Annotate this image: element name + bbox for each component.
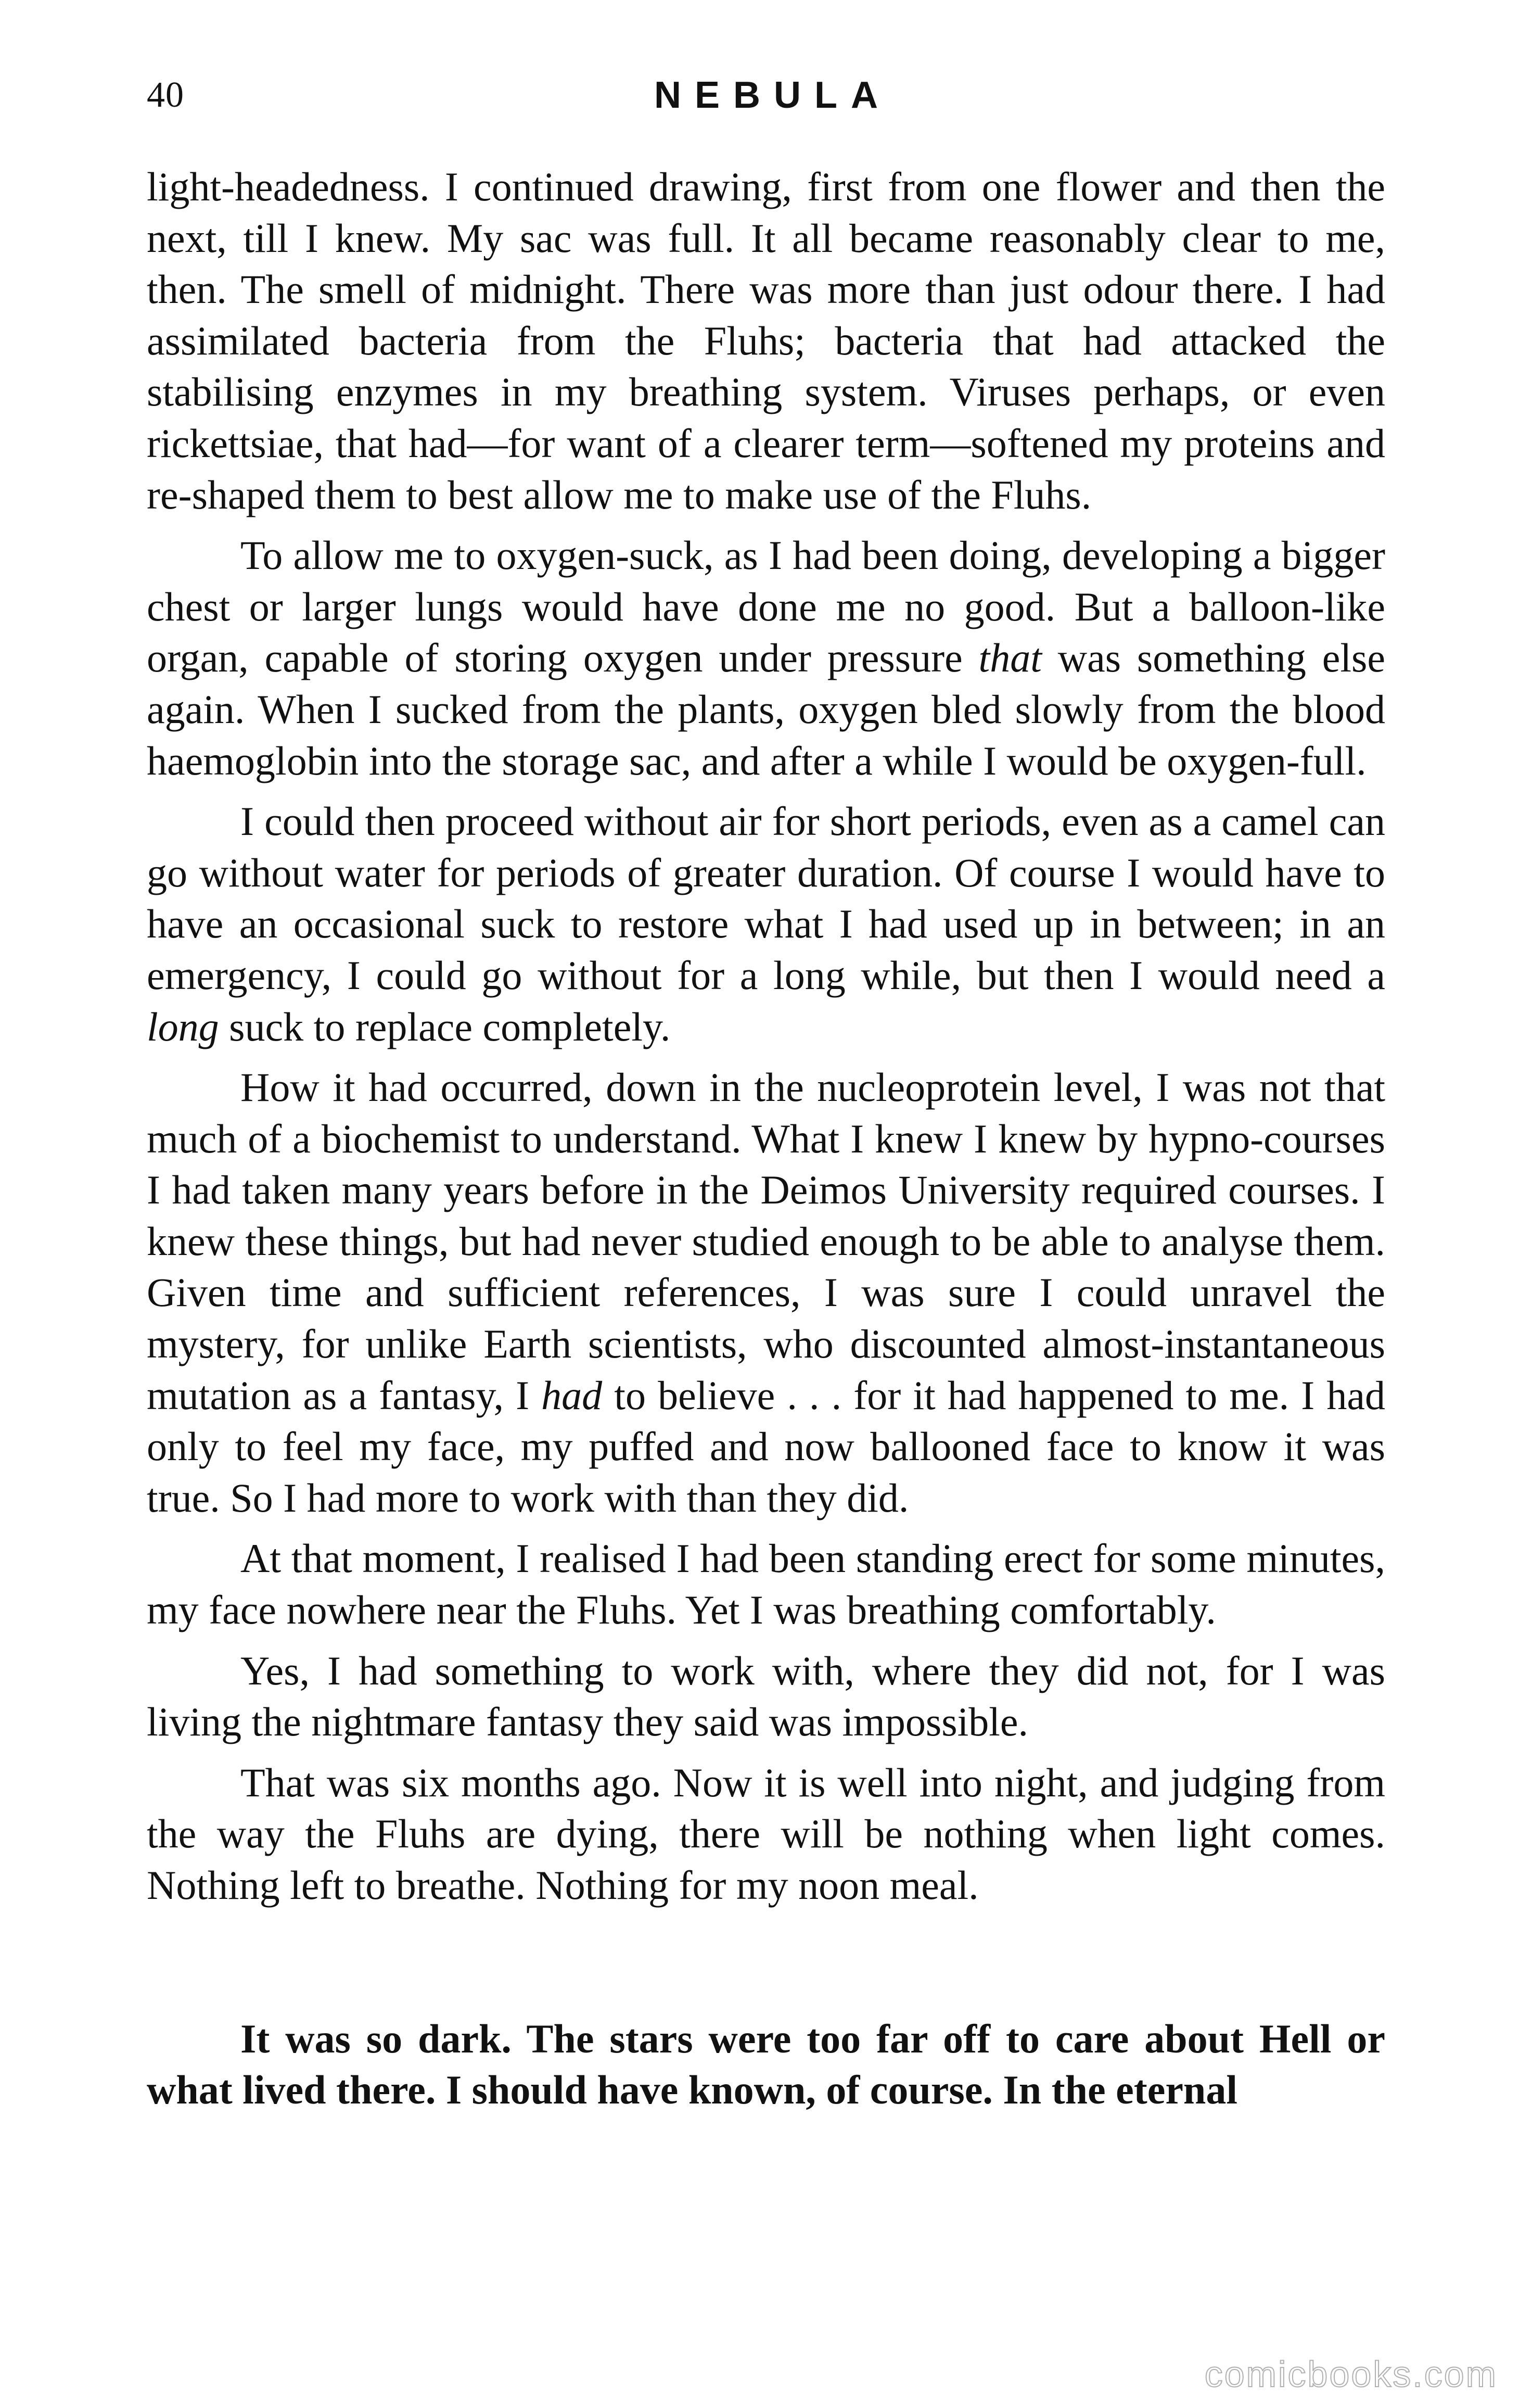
text-run: That was six months ago. Now it is well into night, and judging from the way the Fluhs are dying, there will be nothing when light comes. Nothing left to breathe. Nothing for my noon meal. (147, 1759, 1385, 1908)
italic-text: that (978, 635, 1042, 681)
running-head (147, 67, 1385, 124)
text-run: I could then proceed without air for short periods, even as a camel can go without water for periods of greater duration. Of course I would have to have an occasional suck to restore what I had used up in between; in an emergency, I could go without for a long while, but then I would need a (147, 799, 1385, 998)
watermark: comicbooks.com (1204, 2354, 1498, 2394)
body-text (147, 161, 1385, 2116)
text-run: Yes, I had something to work with, where they did not, for I was living the nightmare fantasy they said was impossible. (147, 1647, 1385, 1745)
text-run: How it had occurred, down in the nucleoprotein level, I was not that much of a biochemist to understand. What I knew I knew by hypno-courses I had taken many years before in the Deimos University required courses. I knew these things, but had never studied enough to be able to analyse them. Given time and sufficient references, I was sure I could unravel the mystery, for unlike Earth scientists, who discounted almost-instantaneous mutation as a fantasy, I (147, 1064, 1385, 1418)
paragraph-p4 (147, 1062, 1385, 1524)
page-number: 40 (147, 75, 184, 115)
paragraph-p8 (147, 2013, 1385, 2116)
text-run: was something else again. When I sucked from the plants, oxygen bled slowly from the blood haemoglobin into the storage sac, and after a while I would be oxygen-full. (147, 635, 1385, 783)
paragraph-p1 (147, 161, 1385, 521)
journal-title: NEBULA (654, 74, 891, 116)
text-run: At that moment, I realised I had been standing erect for some minutes, my face nowhere near the Fluhs. Yet I was breathing comfortably. (147, 1536, 1385, 1633)
italic-text: had (541, 1372, 603, 1418)
paragraph-p5 (147, 1533, 1385, 1636)
italic-text: long (147, 1004, 219, 1049)
paragraph-p3 (147, 796, 1385, 1053)
paragraph-p2 (147, 530, 1385, 787)
text-run: suck to replace completely. (219, 1004, 671, 1049)
paragraph-p6 (147, 1645, 1385, 1748)
text-run: To allow me to oxygen-suck, as I had been doing, developing a bigger chest or larger lungs would have done me no good. But a balloon-like organ, capable of storing oxygen under pressure (147, 533, 1385, 681)
text-run: It was so dark. The stars were too far off to care about Hell or what lived there. I should have known, of course. In the eternal (147, 2016, 1385, 2113)
text-run: to believe . . . for it had happened to me. I had only to feel my face, my puffed and now ballooned face to know it was true. So I had more to work with than they did. (147, 1372, 1385, 1520)
paragraph-p7 (147, 1757, 1385, 1911)
text-run: light-headedness. I continued drawing, first from one flower and then the next, till I knew. My sac was full. It all became reasonably clear to me, then. The smell of midnight. There was more than just odour there. I had assimilated bacteria from the Fluhs; bacteria that had attacked the stabilising enzymes in my breathing system. Viruses perhaps, or even rickettsiae, that had—for want of a clearer term—softened my proteins and re-shaped them to best allow me to make use of the Fluhs. (147, 164, 1385, 517)
